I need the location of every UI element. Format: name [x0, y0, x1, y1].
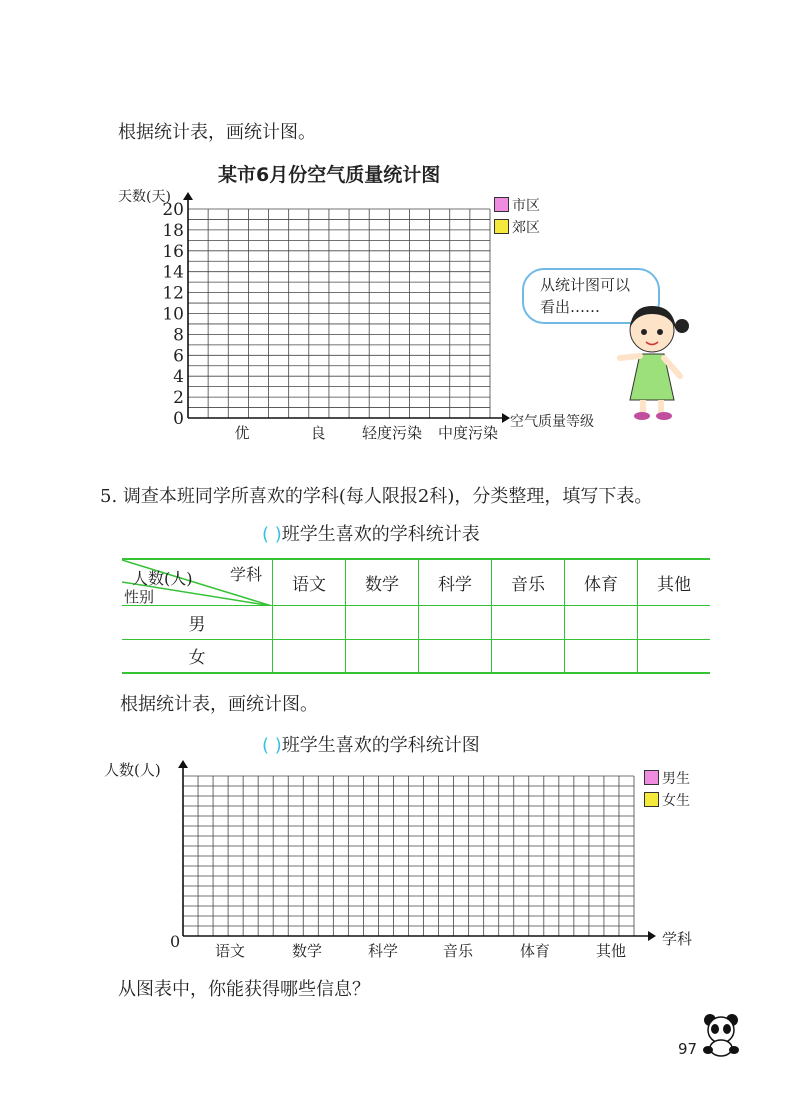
row-label-female: 女: [122, 639, 273, 673]
chart1-y-axis-label: 天数(天): [118, 189, 171, 205]
diag-bottom-label: 性别: [124, 588, 155, 606]
x-category-label: 优: [234, 424, 250, 442]
y-tick-label: 14: [162, 262, 184, 283]
x-category-label: 轻度污染: [361, 424, 423, 442]
legend-label: 郊区: [512, 220, 540, 236]
instruction-1: 根据统计表，画统计图。: [118, 122, 316, 143]
row-label-male: 男: [122, 605, 273, 639]
subject-header: 语文: [273, 559, 346, 605]
subject-header: 其他: [638, 559, 711, 605]
panda-icon: [700, 1012, 744, 1058]
chart1-x-axis-label: 空气质量等级: [510, 414, 594, 430]
legend-swatch-yellow: [644, 792, 659, 807]
subject-header: 体育: [565, 559, 638, 605]
legend-label: 女生: [662, 793, 690, 809]
x-category-label: 其他: [595, 942, 627, 960]
page-number: 97: [678, 1040, 698, 1058]
x-category-label: 音乐: [442, 942, 474, 960]
y-tick-label: 18: [162, 220, 184, 241]
table-title-blank[interactable]: ( ): [262, 524, 282, 545]
instruction-2: 根据统计表，画统计图。: [120, 694, 318, 715]
chart2-origin: 0: [170, 932, 181, 951]
y-tick-label: 20: [162, 200, 184, 220]
y-tick-label: 2: [173, 388, 184, 409]
subject-header: 数学: [346, 559, 419, 605]
y-tick-label: 0: [173, 409, 184, 429]
y-tick-label: 4: [173, 367, 184, 388]
chart2-legend-item-2: [644, 790, 690, 810]
x-category-label: 体育: [519, 942, 551, 960]
legend-swatch-pink: [644, 770, 659, 785]
y-axis-arrow: [178, 760, 188, 768]
y-tick-label: 10: [162, 304, 184, 325]
diag-middle-label: 人数(人): [132, 569, 193, 588]
chart2-x-axis-label: 学科: [662, 930, 693, 948]
legend-label: 男生: [662, 771, 690, 787]
x-category-label: 科学: [367, 942, 399, 960]
legend-label: 市区: [512, 198, 540, 214]
speech-line-1: 从统计图可以: [540, 276, 631, 294]
y-tick-label: 8: [173, 325, 184, 346]
chart2-title-blank[interactable]: ( ): [262, 735, 282, 756]
chart2-y-axis-label: 人数(人): [104, 761, 161, 779]
chart1-title: 某市6月份空气质量统计图: [218, 164, 441, 186]
final-question: 从图表中，你能获得哪些信息？: [118, 979, 370, 1000]
y-tick-label: 16: [162, 241, 184, 262]
subject-header: 音乐: [492, 559, 565, 605]
chart2-legend-item-1: [644, 768, 690, 788]
x-category-label: 数学: [291, 942, 323, 960]
y-tick-label: 12: [162, 283, 184, 304]
x-axis-arrow: [648, 931, 656, 941]
diag-top-label: 学科: [230, 565, 263, 584]
x-category-label: 良: [310, 424, 326, 442]
x-category-label: 中度污染: [437, 424, 499, 442]
question5-text: 5. 调查本班同学所喜欢的学科(每人限报2科)，分类整理，填写下表。: [100, 486, 653, 507]
table-title-text: 班学生喜欢的学科统计表: [281, 524, 480, 545]
x-category-label: 语文: [214, 942, 246, 960]
chart2-title-text: 班学生喜欢的学科统计图: [281, 735, 480, 756]
speech-line-2: 看出……: [540, 298, 601, 316]
subject-header: 科学: [419, 559, 492, 605]
y-tick-label: 6: [173, 346, 184, 367]
